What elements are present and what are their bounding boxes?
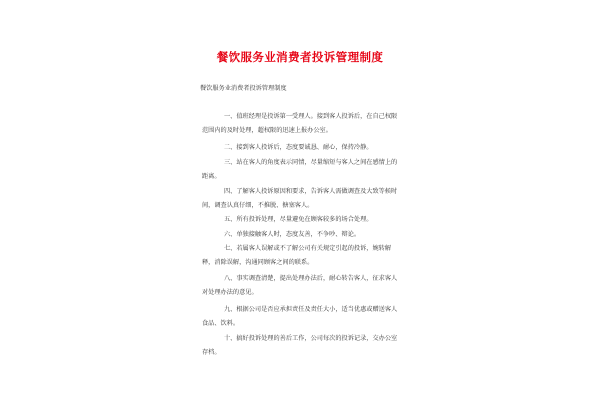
paragraph-1: 一、值班经理是投诉第一受理人。接到客人投诉后，在自己权限范围内的及时处理，超权限的迅速上报办公室。 [202,113,398,134]
paragraph-10: 十、搞好投诉处理的善后工作，公司每次的投诉记录，交办公室存档。 [202,335,398,356]
paragraph-5: 五、所有投诉处理，尽量避免在顾客较多的场合处理。 [224,216,373,223]
paragraph-7: 七、若属客人误解或不了解公司有关规定引起的投诉，婉转解释，消除误解，沟通同顾客之间的联系。 [202,245,392,266]
document-subtitle: 餐饮服务业消费者投诉管理制度 [200,85,287,92]
paragraph-6: 六、单独接触客人时，态度友善，不争吵、辩论。 [224,231,361,238]
paragraph-3: 三、站在客人的角度表示同情，尽量缩短与客人之间在感情上的距离。 [202,159,398,180]
paragraph-9: 九、根据公司是否应承担责任及责任大小，适当优惠或赠送客人食品、饮料。 [202,306,398,327]
document-title: 餐饮服务业消费者投诉管理制度 [216,50,384,64]
paragraph-8: 八、事实调查清楚，提出处理办法后，耐心转告客人，征求客人对处理办法的意见。 [202,275,398,296]
paragraph-2: 二、接到客人投诉后，态度要诚恳、耐心，保持冷静。 [224,144,373,151]
paragraph-4: 四、了解客人投诉原因和要求，告诉客人需做调查及大致等候时间，调查认真仔细，不推脱、搪塞客人。 [202,188,398,209]
